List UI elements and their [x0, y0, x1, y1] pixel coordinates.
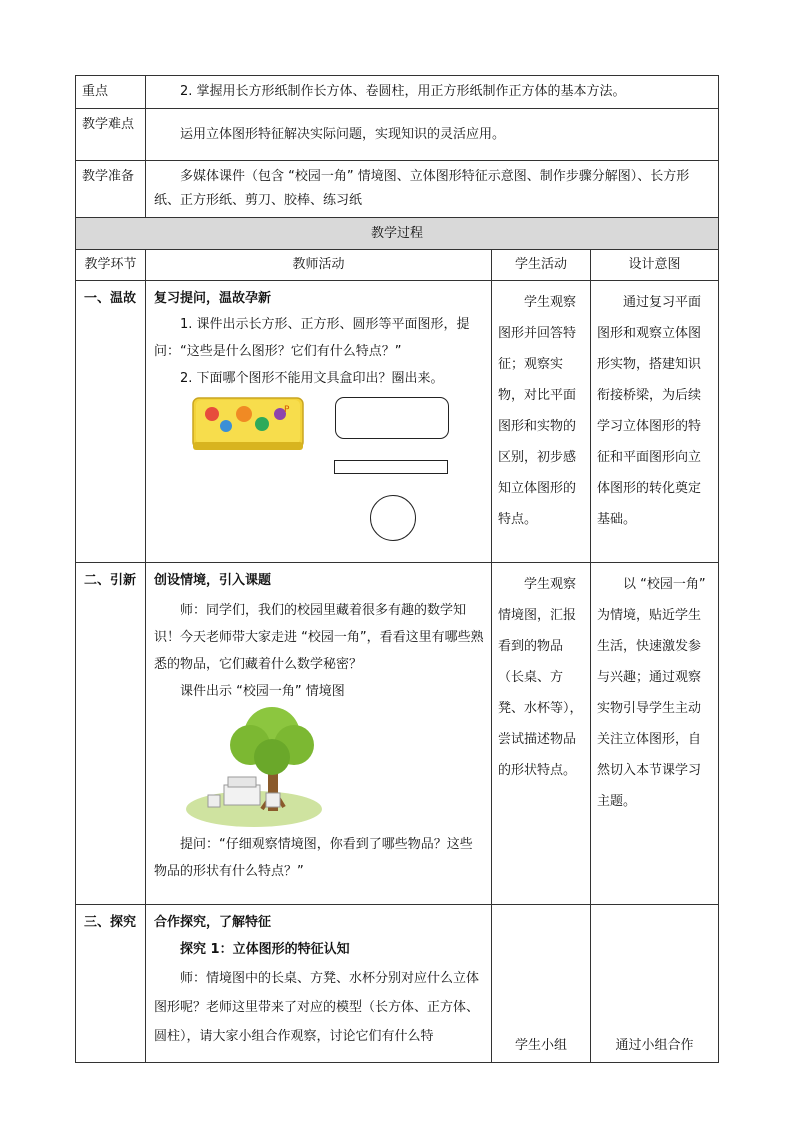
teacher-activity-3: [146, 905, 492, 1063]
design-intent-1: 通过复习平面图形和观察立体图形实物，搭建知识衔接桥梁，为后续学习立体图形的特征和平面图形向立体图形的转化奠定基础。: [591, 281, 719, 563]
row-label-difficulties: 教学难点: [76, 109, 146, 161]
teacher-text-1b: 2. 下面哪个图形不能用文具盒印出？圈出来。: [180, 371, 444, 386]
shape-figures: [154, 392, 485, 552]
teacher-text-3a: 师：情境图中的长桌、方凳、水杯分别对应什么立体图形呢？老师这里带来了对应的模型（长方体、正方体、圆柱），请大家小组合作观察，讨论它们有什么特: [154, 971, 480, 1044]
student-activity-3: 学生小组: [492, 905, 591, 1063]
header-teacher: 教师活动: [146, 250, 492, 281]
header-student: 学生活动: [492, 250, 591, 281]
thin-rectangle-shape: [334, 460, 448, 474]
stage-2: 二、引新: [76, 563, 146, 905]
svg-text:P: P: [284, 405, 290, 415]
student-activity-2: 学生观察情境图，汇报看到的物品（长桌、方凳、水杯等），尝试描述物品的形状特点。: [492, 563, 591, 905]
campus-scene-image: [154, 705, 485, 831]
teacher-text-2b: 课件出示 “校园一角” 情境图: [180, 684, 345, 699]
header-stage: 教学环节: [76, 250, 146, 281]
teacher-activity-2: [146, 563, 492, 905]
row-label-key-points: 重点: [76, 76, 146, 109]
header-intent: 设计意图: [591, 250, 719, 281]
teacher-text-1a: 1. 课件出示长方形、正方形、圆形等平面图形，提问：“这些是什么图形？它们有什么特点？”: [154, 317, 470, 359]
design-intent-2: 以 “校园一角” 为情境，贴近学生生活，快速激发参与兴趣；通过观察实物引导学生主动关注立体图形，自然切入本节课学习主题。: [591, 563, 719, 905]
pencil-case-image: [192, 392, 304, 463]
circle-shape: [370, 495, 416, 541]
teacher-title-1: 复习提问，温故孕新: [154, 291, 272, 306]
lesson-plan-table: [75, 75, 719, 1063]
row-label-preparation: 教学准备: [76, 161, 146, 218]
stage-1: 一、温故: [76, 281, 146, 563]
teacher-subtitle-3: 探究 1：立体图形的特征认知: [180, 942, 350, 957]
student-activity-1: 学生观察图形并回答特征；观察实物，对比平面图形和实物的区别，初步感知立体图形的特点。: [492, 281, 591, 563]
teacher-title-2: 创设情境，引入课题: [154, 573, 272, 588]
teacher-title-3: 合作探究，了解特征: [154, 915, 272, 930]
teacher-text-2a: 师：同学们，我们的校园里藏着很多有趣的数学知识！今天老师带大家走进 “校园一角”，看看这里有哪些熟悉的物品，它们藏着什么数学秘密？: [154, 603, 484, 672]
key-points-content: 2. 掌握用长方形纸制作长方体、卷圆柱，用正方形纸制作正方体的基本方法。: [146, 76, 719, 109]
teacher-text-2c: 提问：“仔细观察情境图，你看到了哪些物品？这些物品的形状有什么特点？”: [154, 837, 473, 879]
preparation-content: 多媒体课件（包含 “校园一角” 情境图、立体图形特征示意图、制作步骤分解图）、长方形纸、正方形纸、剪刀、胶棒、练习纸: [146, 161, 719, 218]
difficulties-content: 运用立体图形特征解决实际问题，实现知识的灵活应用。: [146, 109, 719, 161]
teacher-activity-1: [146, 281, 492, 563]
design-intent-3: 通过小组合作: [591, 905, 719, 1063]
rounded-rectangle-shape: [335, 397, 449, 439]
stage-3: 三、探究: [76, 905, 146, 1063]
teaching-process-title: 教学过程: [76, 218, 719, 250]
